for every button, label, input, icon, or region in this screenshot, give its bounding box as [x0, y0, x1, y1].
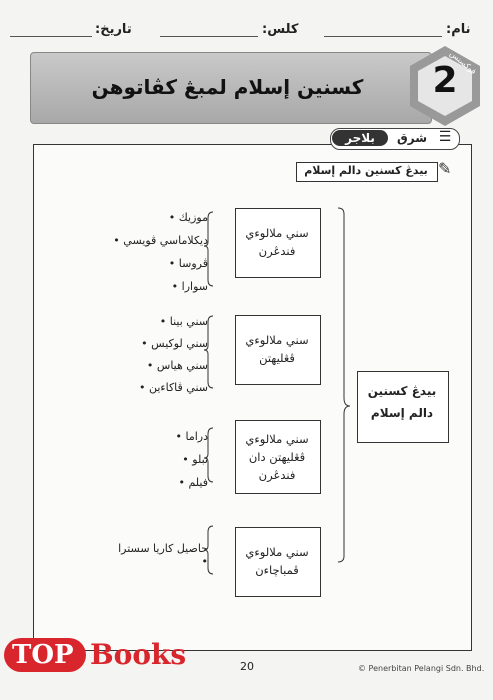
page-number: 20	[240, 660, 254, 673]
category-4-item: حاصيل كاريا سسترا •	[118, 542, 208, 568]
category-2-item: سني هياس •	[146, 359, 208, 372]
category-1-line-2: فندڠرن	[258, 244, 296, 258]
category-1-item: سوارا •	[171, 280, 208, 293]
category-1-item: ڤروسا •	[168, 257, 208, 270]
category-3-line-3: فندڠرن	[258, 468, 296, 482]
watermark-top: TOP	[12, 640, 74, 670]
watermark-books: Books	[90, 638, 187, 671]
category-2-line-2: ڤڠليهتن	[259, 351, 295, 365]
category-3-item: دراما •	[175, 430, 208, 443]
subtitle: بيدڠ كسنين دالم إسلام	[304, 164, 428, 177]
date-label: تاريخ:	[95, 22, 132, 37]
class-label: کلس:	[262, 22, 299, 37]
pencil-icon: ✎	[438, 159, 452, 178]
name-label: نام:	[446, 22, 471, 37]
category-2-item: سني ڤاكاءين •	[138, 381, 208, 394]
main-bracket	[338, 208, 350, 562]
category-1-line-1: سني ملالوءي	[245, 226, 309, 240]
category-3-line-1: سني ملالوءي	[245, 432, 309, 446]
category-4-line-2: ڤمباچاءن	[255, 563, 299, 577]
category-1-item: ديكلاماسي ڤويسي •	[113, 234, 208, 247]
category-3-item: تبلو •	[182, 453, 208, 466]
category-2-line-1: سني ملالوءي	[245, 333, 309, 347]
central-node-line-2: دالم إسلام	[370, 406, 434, 420]
book-icon: ☰	[438, 129, 452, 145]
category-3-line-2: ڤڠليهتن دان	[248, 450, 306, 464]
unit-number: 2	[432, 60, 458, 101]
central-node-line-1: بيدڠ كسنين	[367, 384, 437, 398]
badge-tag: فوكسنس	[448, 48, 478, 77]
section-tab-label-light: شرق	[397, 131, 427, 145]
page-title: كسنين إسلام لمبڠ كڤاتوهن	[91, 75, 364, 99]
category-2-item: سني بينا •	[159, 315, 208, 328]
category-4-line-1: سني ملالوءي	[245, 545, 309, 559]
section-tab-label-dark: بلاجر	[332, 130, 388, 146]
copyright: © Penerbitan Pelangi Sdn. Bhd.	[358, 664, 485, 673]
category-2-item: سني لوكيس •	[141, 337, 208, 350]
category-3-item: فيلم •	[178, 476, 208, 489]
category-1-item: موزيك •	[168, 211, 208, 224]
